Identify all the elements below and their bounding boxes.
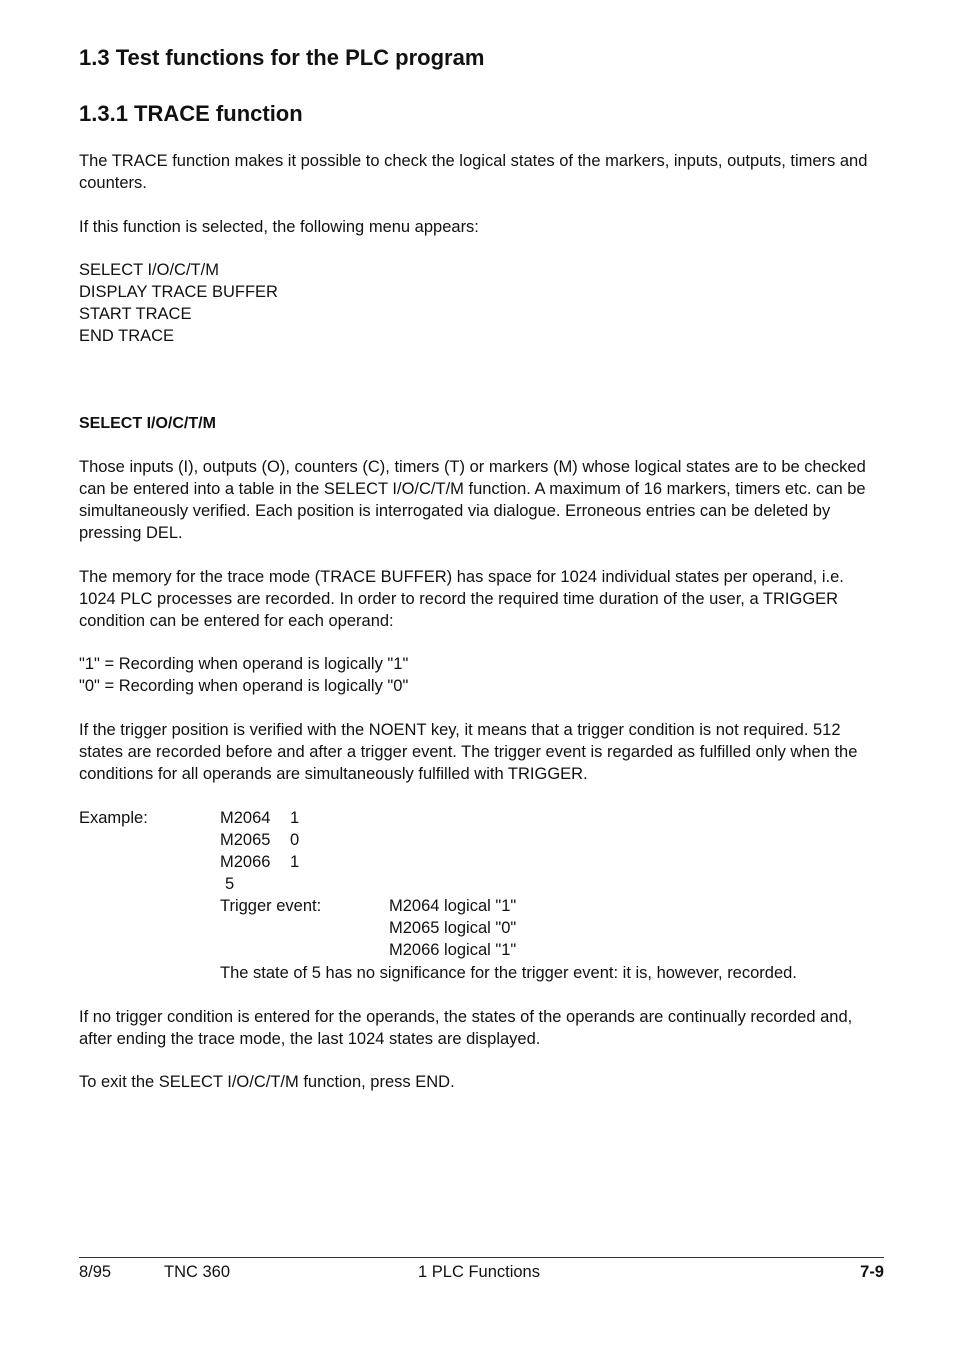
intro-paragraph: The TRACE function makes it possible to check the logical states of the markers, inputs, outputs, timers and counters. <box>79 152 868 192</box>
example-operand: M2066 <box>220 853 271 871</box>
example-value: 1 <box>290 809 300 827</box>
paragraph-select: Those inputs (I), outputs (O), counters (C), timers (T) or markers (M) whose logical states are to be checked can be entered into a table in the SELECT I/O/C/T/M function. A maximum of 16 markers, timers etc. can be simultaneously verified. Each position is interrogated via dialogue. Erroneous entries can be deleted by pressing DEL. <box>79 458 866 542</box>
menu-item: DISPLAY TRACE BUFFER <box>79 283 278 301</box>
menu-intro: If this function is selected, the following menu appears: <box>79 218 479 236</box>
section-heading: 1.3.1 TRACE function <box>79 101 303 126</box>
footer-chapter: 1 PLC Functions <box>418 1263 540 1281</box>
paragraph-noent: If the trigger position is verified with the NOENT key, it means that a trigger condition is not required. 512 states are recorded before and after a trigger event. The trigger event is regarded as fulfilled only when the conditions for all operands are simultaneously fulfilled with TRIGGER. <box>79 721 858 783</box>
menu-item: START TRACE <box>79 305 192 323</box>
example-operand: M2064 <box>220 809 271 827</box>
footer-product: TNC 360 <box>164 1263 231 1281</box>
trigger-event-line: M2066 logical "1" <box>389 941 517 959</box>
page-number: 7-9 <box>860 1263 884 1281</box>
chapter-heading: 1.3 Test functions for the PLC program <box>79 45 485 70</box>
menu-item: END TRACE <box>79 327 175 345</box>
trigger-event-label: Trigger event: <box>220 897 322 915</box>
example-note: The state of 5 has no significance for the trigger event: it is, however, recorded. <box>220 964 797 982</box>
footer-date: 8/95 <box>79 1263 112 1281</box>
paragraph-memory: The memory for the trace mode (TRACE BUFFER) has space for 1024 individual states per operand, i.e. 1024 PLC processes are recorded. In order to record the required time duration of the user, a TRIGGER condition can be entered for each operand: <box>79 568 844 630</box>
example-operand: M2065 <box>220 831 271 849</box>
example-extra: 5 <box>225 875 235 893</box>
paragraph-no-trigger: If no trigger condition is entered for the operands, the states of the operands are continually recorded and, after ending the trace mode, the last 1024 states are displayed. <box>79 1008 853 1048</box>
trigger-rule: "1" = Recording when operand is logically "1" <box>79 655 409 673</box>
menu-item: SELECT I/O/C/T/M <box>79 261 219 279</box>
trigger-event-line: M2064 logical "1" <box>389 897 517 915</box>
paragraph-exit: To exit the SELECT I/O/C/T/M function, press END. <box>79 1073 455 1091</box>
trigger-event-line: M2065 logical "0" <box>389 919 517 937</box>
trigger-rule: "0" = Recording when operand is logically "0" <box>79 677 409 695</box>
example-label: Example: <box>79 809 148 827</box>
footer-rule <box>79 1257 884 1258</box>
subsection-title: SELECT I/O/C/T/M <box>79 415 216 432</box>
example-value: 0 <box>290 831 300 849</box>
example-value: 1 <box>290 853 300 871</box>
